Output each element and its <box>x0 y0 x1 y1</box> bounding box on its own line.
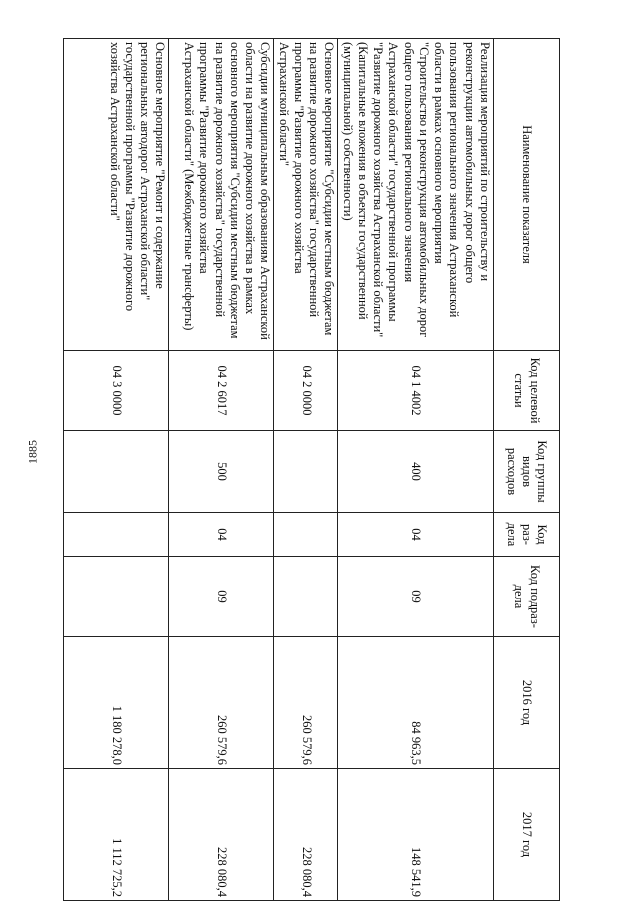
cell-subsection-code <box>64 557 169 637</box>
cell-amount-2017: 1 112 725,2 <box>64 769 169 901</box>
table-row <box>338 39 494 901</box>
cell-amount-2017: 148 541,9 <box>338 769 494 901</box>
page-number: 1885 <box>25 440 40 464</box>
cell-section-code <box>64 513 169 557</box>
cell-target-code: 04 2 0000 <box>274 351 338 431</box>
cell-subsection-code: 09 <box>338 557 494 637</box>
cell-expense-group-code: 500 <box>169 431 274 513</box>
cell-amount-2016: 260 579,6 <box>169 637 274 769</box>
cell-target-code: 04 2 6017 <box>169 351 274 431</box>
cell-name: Основное мероприятие "Ремонт и содержание региональных автодорог Астраханской области" государственной программы "Развитие дорожного хозяйства Астраханской области" <box>64 39 169 351</box>
budget-table <box>64 38 561 901</box>
cell-amount-2016: 84 963,5 <box>338 637 494 769</box>
cell-section-code: 04 <box>338 513 494 557</box>
header-expense-group-code: Код группы видов расходов <box>494 431 560 513</box>
cell-amount-2016: 260 579,6 <box>274 637 338 769</box>
cell-expense-group-code: 400 <box>338 431 494 513</box>
cell-target-code: 04 1 4002 <box>338 351 494 431</box>
cell-expense-group-code <box>274 431 338 513</box>
table-row <box>274 39 338 901</box>
header-year-2017: 2017 год <box>494 769 560 901</box>
cell-subsection-code: 09 <box>169 557 274 637</box>
cell-amount-2016: 1 180 278,0 <box>64 637 169 769</box>
cell-target-code: 04 3 0000 <box>64 351 169 431</box>
header-name: Наименование показателя <box>494 39 560 351</box>
cell-name: Субсидии муниципальным образованиям Астраханской области на развитие дорожного хозяйства в рамках основного мероприятия "Субсидии местным бюджетам на развитие дорожного хозяйства" государственной программы "Развитие дорожного хозяйства Астраханской области" (Межбюджетные трансферты) <box>169 39 274 351</box>
header-subsection-code: Код подраз-дела <box>494 557 560 637</box>
header-row <box>494 39 560 901</box>
table-row <box>169 39 274 901</box>
header-target-code: Код целевой статьи <box>494 351 560 431</box>
header-section-code: Код раз-дела <box>494 513 560 557</box>
cell-section-code <box>274 513 338 557</box>
cell-name: Реализация мероприятий по строительству и реконструкции автомобильных дорог общего пользования регионального значения Астраханской области в рамках основного мероприятия "Строительство и реконструкция автомобильных дорог общего пользования регионального значения Астраханской области" государственной программы "Развитие дорожного хозяйства Астраханской области" (Капитальные вложения в объекты государственной (муниципальной) собственности) <box>338 39 494 351</box>
cell-amount-2017: 228 080,4 <box>169 769 274 901</box>
cell-amount-2017: 228 080,4 <box>274 769 338 901</box>
cell-subsection-code <box>274 557 338 637</box>
rotated-table-wrapper <box>74 38 560 900</box>
cell-section-code: 04 <box>169 513 274 557</box>
table-row <box>64 39 169 901</box>
header-year-2016: 2016 год <box>494 637 560 769</box>
cell-expense-group-code <box>64 431 169 513</box>
cell-name: Основное мероприятие "Субсидии местным бюджетам на развитие дорожного хозяйства" государственной программы "Развитие дорожного хозяйства Астраханской области" <box>274 39 338 351</box>
